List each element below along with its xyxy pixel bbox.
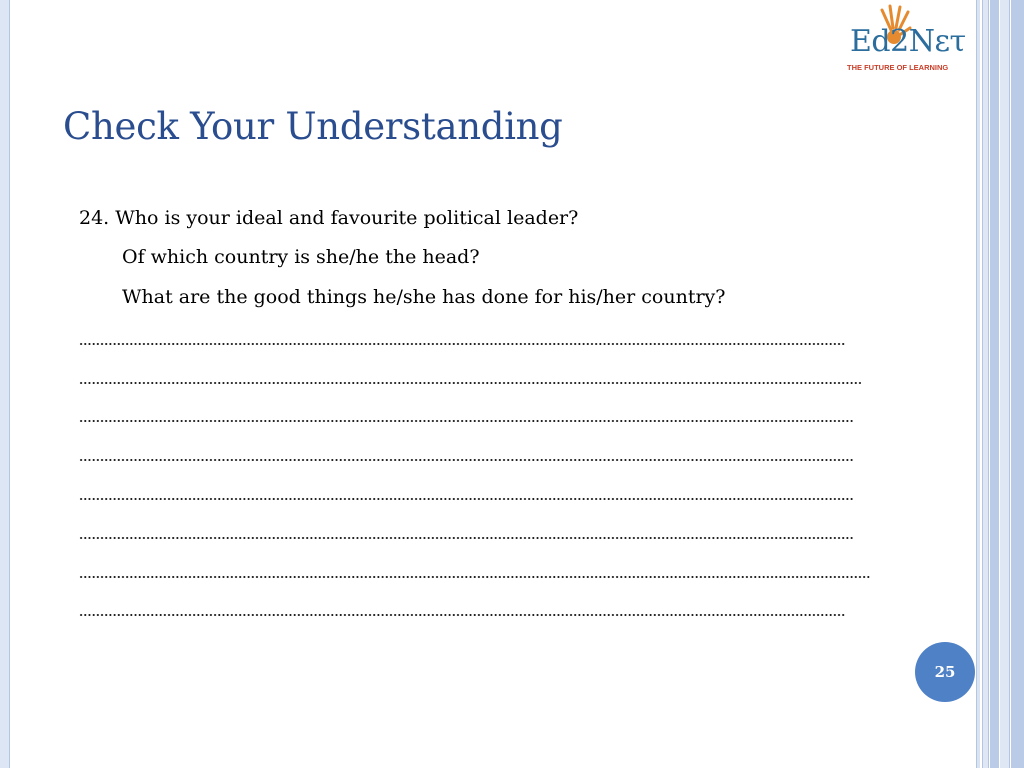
answer-line [79,567,871,587]
question-number: 24. [79,207,110,229]
answer-line [79,605,845,625]
answer-line [79,373,861,393]
answer-line [79,528,853,548]
left-border-decoration [0,0,10,768]
stripe-3 [990,0,999,768]
answer-line [79,334,845,354]
stripe-5 [1011,0,1024,768]
page-number-badge: 25 [915,642,975,702]
answer-line [79,450,853,470]
answer-line [79,489,853,509]
right-stripe-decoration [976,0,1024,768]
logo-brand-text: Ed2Nετ [850,24,966,59]
question-text: Who is your ideal and favourite political leader? [115,207,579,229]
stripe-4 [1000,0,1010,768]
logo-tagline: THE FUTURE OF LEARNING [847,63,949,72]
stripe-1 [976,0,980,768]
stripe-2 [982,0,989,768]
answer-line [79,411,853,431]
question-line-1 [79,207,578,229]
ed2net-logo [844,2,976,76]
question-line-3: What are the good things he/she has done for his/her country? [122,286,726,308]
question-line-2: Of which country is she/he the head? [122,246,480,268]
slide-title: Check Your Understanding [63,105,563,148]
